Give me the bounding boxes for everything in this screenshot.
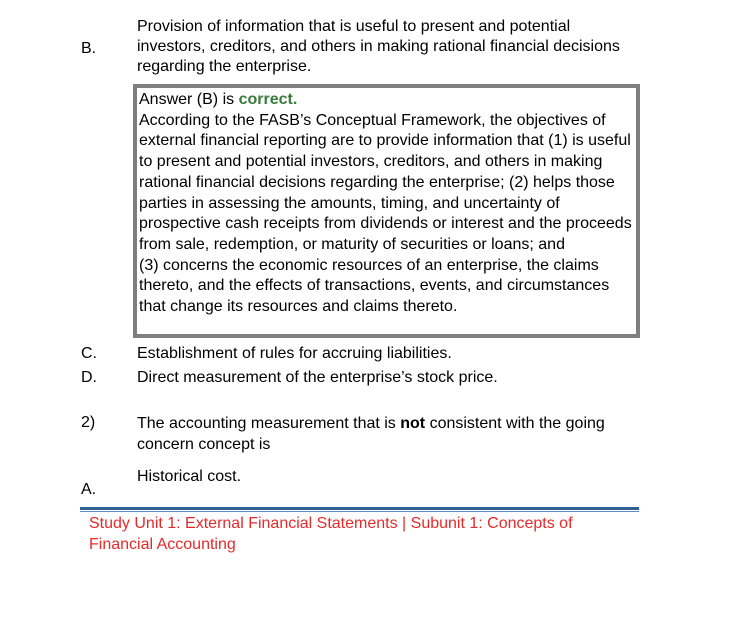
option-b-letter: B. xyxy=(81,40,97,57)
question-2-number: 2) xyxy=(81,414,96,431)
answer-explanation-2: (3) concerns the economic resources of an enterprise, the claims thereto, and the effects of transactions, events, and circumstances that change its resources and claims thereto. xyxy=(139,256,610,316)
q2-option-a-text: Historical cost. xyxy=(137,468,242,485)
footer-study-unit-link[interactable]: Study Unit 1: External Financial Statements | Subunit 1: Concepts of Financial Accounting xyxy=(89,515,573,553)
answer-explanation: According to the FASB’s Conceptual Framework, the objectives of external financial reporting are to provide information that (1) is useful to present and potential investors, creditors, and others in making rational financial decisions regarding the enterprise; (2) helps those parties in assessing the amounts, timing, and uncertainty of prospective cash receipts from dividends or interest and the proceeds from sale, redemption, or maturity of securities or loans; and xyxy=(139,111,632,253)
answer-prefix: Answer (B) is xyxy=(139,91,239,108)
q2-option-a-letter: A. xyxy=(81,481,97,498)
question-2-text-after: consistent with the going concern concept is xyxy=(137,415,605,453)
answer-explanation-box xyxy=(133,84,640,338)
option-b-text: Provision of information that is useful to present and potential investors, creditors, and others in making rational financial decisions regarding the enterprise. xyxy=(137,18,620,75)
footer-divider-light xyxy=(80,511,639,512)
footer-divider xyxy=(80,507,639,510)
option-d-letter: D. xyxy=(81,369,97,386)
option-c-text: Establishment of rules for accruing liabilities. xyxy=(137,345,452,362)
answer-status: correct. xyxy=(238,91,298,108)
question-2-text xyxy=(137,413,627,455)
question-2-emphasis: not xyxy=(400,415,426,432)
question-2-text-before: The accounting measurement that is xyxy=(137,415,401,432)
option-c-letter: C. xyxy=(81,345,97,362)
answer-heading xyxy=(139,90,636,111)
option-d-text: Direct measurement of the enterprise’s stock price. xyxy=(137,369,498,386)
